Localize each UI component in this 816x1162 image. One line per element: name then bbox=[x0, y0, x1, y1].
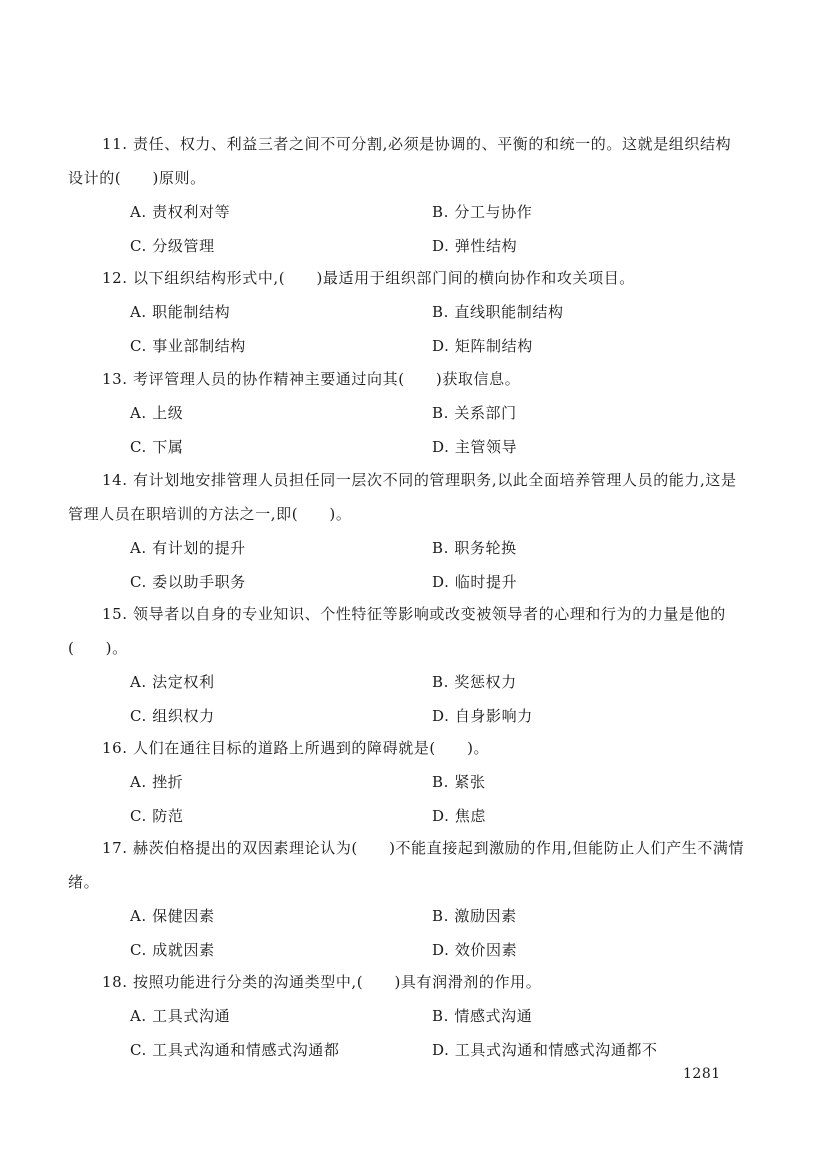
option-b: B. 分工与协作 bbox=[432, 203, 533, 221]
option-d: D. 弹性结构 bbox=[432, 237, 518, 255]
option-a: A. 上级 bbox=[130, 404, 184, 422]
options-group bbox=[0, 765, 816, 833]
question-stem: 18. 按照功能进行分类的沟通类型中,( )具有润滑剂的作用。 bbox=[102, 973, 542, 991]
question-16 bbox=[0, 731, 816, 833]
option-a: A. 工具式沟通 bbox=[130, 1007, 231, 1025]
option-a: A. 法定权利 bbox=[130, 673, 215, 691]
option-b: B. 激励因素 bbox=[432, 907, 517, 925]
options-group bbox=[0, 295, 816, 363]
option-d: D. 自身影响力 bbox=[432, 707, 533, 725]
option-b: B. 奖惩权力 bbox=[432, 673, 517, 691]
question-stem: 12. 以下组织结构形式中,( )最适用于组织部门间的横向协作和攻关项目。 bbox=[102, 269, 635, 287]
option-b: B. 关系部门 bbox=[432, 404, 517, 422]
option-d: D. 效价因素 bbox=[432, 941, 518, 959]
options-group bbox=[0, 396, 816, 464]
question-18 bbox=[0, 965, 816, 1067]
option-d: D. 工具式沟通和情感式沟通都不 bbox=[432, 1041, 658, 1059]
option-c: C. 成就因素 bbox=[130, 941, 215, 959]
options-group bbox=[0, 195, 816, 263]
option-b: B. 紧张 bbox=[432, 773, 486, 791]
option-a: A. 保健因素 bbox=[130, 907, 215, 925]
option-c: C. 下属 bbox=[130, 438, 184, 456]
question-stem: 11. 责任、权力、利益三者之间不可分割,必须是协调的、平衡的和统一的。这就是组织结构设计的( )原则。 bbox=[68, 135, 732, 187]
question-17 bbox=[0, 831, 816, 967]
question-11 bbox=[0, 127, 816, 263]
option-c: C. 组织权力 bbox=[130, 707, 215, 725]
question-stem: 15. 领导者以自身的专业知识、个性特征等影响或改变被领导者的心理和行为的力量是他的( )。 bbox=[68, 605, 726, 657]
option-b: B. 情感式沟通 bbox=[432, 1007, 533, 1025]
option-c: C. 防范 bbox=[130, 807, 184, 825]
question-stem: 13. 考评管理人员的协作精神主要通过向其( )获取信息。 bbox=[102, 370, 521, 388]
option-b: B. 直线职能制结构 bbox=[432, 303, 564, 321]
option-c: C. 分级管理 bbox=[130, 237, 215, 255]
question-stem: 17. 赫茨伯格提出的双因素理论认为( )不能直接起到激励的作用,但能防止人们产生不满情绪。 bbox=[68, 839, 745, 891]
question-12 bbox=[0, 261, 816, 363]
option-a: A. 有计划的提升 bbox=[130, 539, 246, 557]
options-group bbox=[0, 999, 816, 1067]
question-13 bbox=[0, 362, 816, 464]
option-d: D. 主管领导 bbox=[432, 438, 518, 456]
options-group bbox=[0, 531, 816, 599]
option-a: A. 责权利对等 bbox=[130, 203, 231, 221]
options-group bbox=[0, 665, 816, 733]
page-number: 1281 bbox=[683, 1066, 721, 1082]
question-stem: 16. 人们在通往目标的道路上所遇到的障碍就是( )。 bbox=[102, 739, 490, 757]
option-d: D. 焦虑 bbox=[432, 807, 487, 825]
options-group bbox=[0, 899, 816, 967]
question-15 bbox=[0, 597, 816, 733]
option-a: A. 挫折 bbox=[130, 773, 184, 791]
question-stem: 14. 有计划地安排管理人员担任同一层次不同的管理职务,以此全面培养管理人员的能力,这是管理人员在职培训的方法之一,即( )。 bbox=[68, 471, 737, 523]
question-14 bbox=[0, 463, 816, 599]
option-a: A. 职能制结构 bbox=[130, 303, 231, 321]
option-b: B. 职务轮换 bbox=[432, 539, 517, 557]
option-d: D. 临时提升 bbox=[432, 573, 518, 591]
option-c: C. 工具式沟通和情感式沟通都 bbox=[130, 1041, 340, 1059]
option-d: D. 矩阵制结构 bbox=[432, 337, 533, 355]
option-c: C. 事业部制结构 bbox=[130, 337, 246, 355]
option-c: C. 委以助手职务 bbox=[130, 573, 246, 591]
